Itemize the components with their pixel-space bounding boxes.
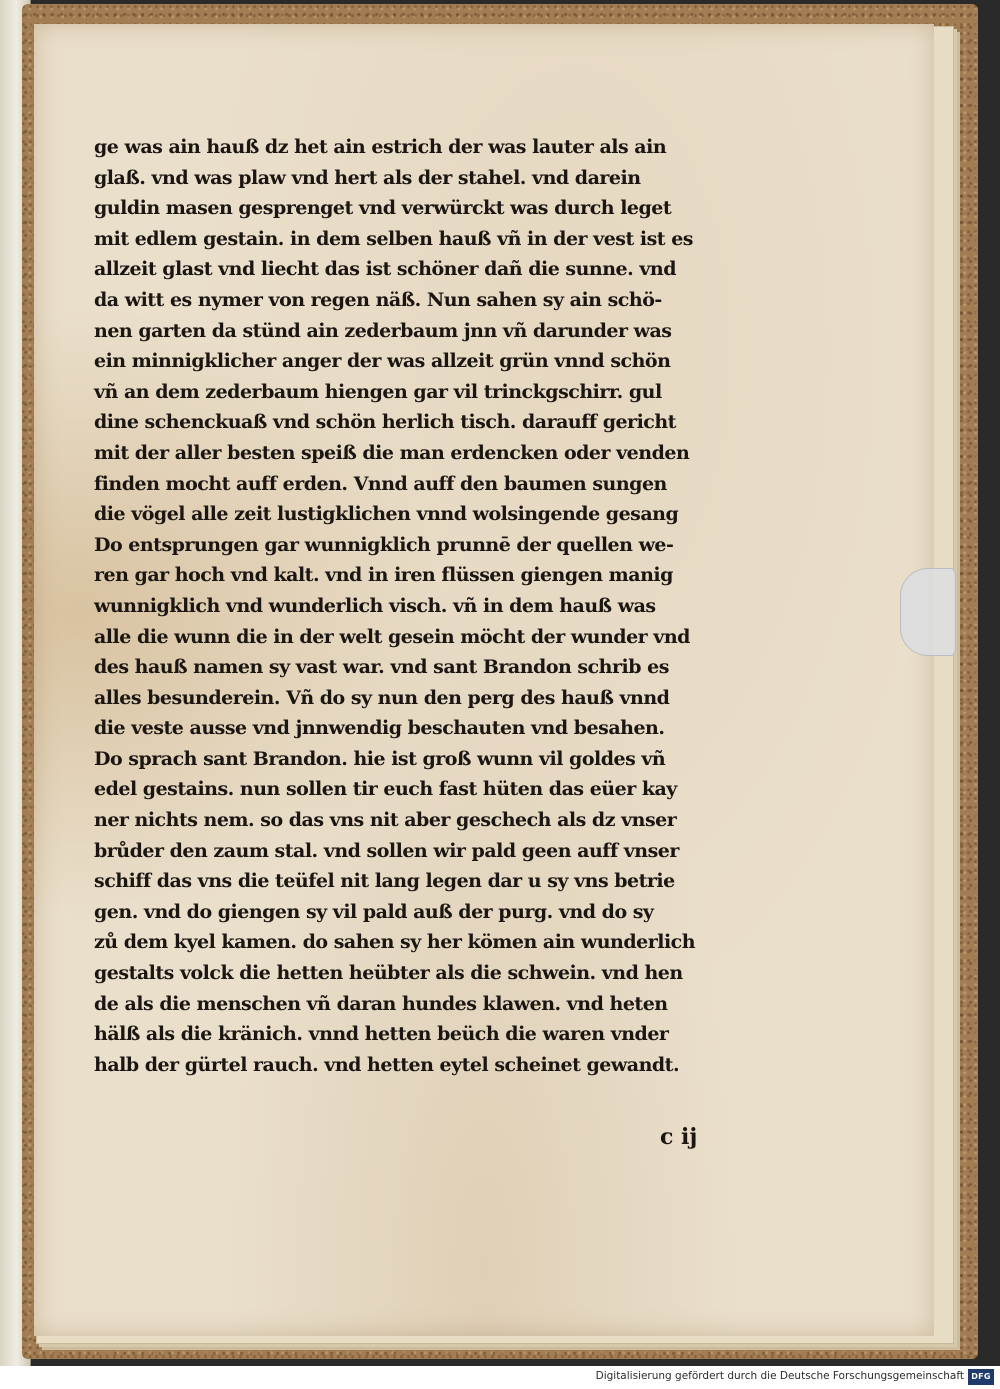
text-line: Do sprach sant Brandon. hie ist groß wunn vil goldes vñ bbox=[94, 747, 666, 770]
text-line: Do entsprungen gar wunnigklich prunnē der quellen we- bbox=[94, 533, 674, 556]
text-line: hälß als die kränich. vnnd hetten beüch die waren vnder bbox=[94, 1023, 669, 1046]
blackletter-text-block bbox=[94, 132, 766, 1080]
text-line: alle die wunn die in der welt gesein möcht der wunder vnd bbox=[94, 625, 690, 648]
text-line: ein minnigklicher anger der was allzeit grün vnnd schön bbox=[94, 350, 671, 373]
text-line: ge was ain hauß dz het ain estrich der was lauter als ain bbox=[94, 136, 667, 158]
dfg-logo: DFG bbox=[968, 1369, 994, 1385]
text-line: ner nichts nem. so das vns nit aber geschech als dz vnser bbox=[94, 809, 677, 832]
text-line: gestalts volck die hetten heübter als die schwein. vnd hen bbox=[94, 962, 683, 985]
text-line: dine schenckuaß vnd schön herlich tisch. darauff gericht bbox=[94, 411, 676, 434]
text-line: gen. vnd do giengen sy vil pald auß der purg. vnd do sy bbox=[94, 900, 654, 923]
text-line: nen garten da stünd ain zederbaum jnn vñ darunder was bbox=[94, 319, 672, 342]
text-line: schiff das vns die teüfel nit lang legen dar u sy vns betrie bbox=[94, 870, 675, 893]
text-line: finden mocht auff erden. Vnnd auff den baumen sungen bbox=[94, 472, 667, 495]
text-line: de als die menschen vñ daran hundes klawen. vnd heten bbox=[94, 992, 668, 1015]
text-line: vñ an dem zederbaum hiengen gar vil trinckgschirr. gul bbox=[94, 380, 662, 403]
text-line: edel gestains. nun sollen tir euch fast hüten das eüer kay bbox=[94, 778, 677, 801]
text-line: halb der gürtel rauch. vnd hetten eytel scheinet gewandt. bbox=[94, 1053, 680, 1076]
text-line: mit der aller besten speiß die man erdencken oder venden bbox=[94, 441, 690, 464]
text-line: guldin masen gesprenget vnd verwürckt was durch leget bbox=[94, 197, 672, 220]
text-line: die vögel alle zeit lustigklichen vnnd wolsingende gesang bbox=[94, 503, 679, 526]
text-line: die veste ausse vnd jnnwendig beschauten vnd besahen. bbox=[94, 717, 665, 740]
page-marker-clip bbox=[900, 568, 956, 656]
text-line: brůder den zaum stal. vnd sollen wir pald geen auff vnser bbox=[94, 839, 679, 862]
text-line: ren gar hoch vnd kalt. vnd in iren flüssen giengen manig bbox=[94, 564, 673, 587]
text-line: wunnigklich vnd wunderlich visch. vñ in dem hauß was bbox=[94, 594, 656, 617]
text-line: alles besunderein. Vñ do sy nun den perg des hauß vnnd bbox=[94, 686, 670, 709]
text-line: des hauß namen sy vast war. vnd sant Brandon schrib es bbox=[94, 656, 669, 679]
signature-mark: c ij bbox=[660, 1124, 698, 1150]
text-line: mit edlem gestain. in dem selben hauß vñ in der vest ist es bbox=[94, 227, 693, 250]
text-line: da witt es nymer von regen näß. Nun sahen sy ain schö- bbox=[94, 288, 662, 311]
text-line: glaß. vnd was plaw vnd hert als der stahel. vnd darein bbox=[94, 166, 641, 189]
footer-bar bbox=[0, 1366, 1000, 1389]
text-line: allzeit glast vnd liecht das ist schöner dañ die sunne. vnd bbox=[94, 258, 677, 281]
text-line: zů dem kyel kamen. do sahen sy her kömen ain wunderlich bbox=[94, 931, 696, 954]
funding-credit: Digitalisierung gefördert durch die Deutsche Forschungsgemeinschaft bbox=[595, 1370, 964, 1382]
